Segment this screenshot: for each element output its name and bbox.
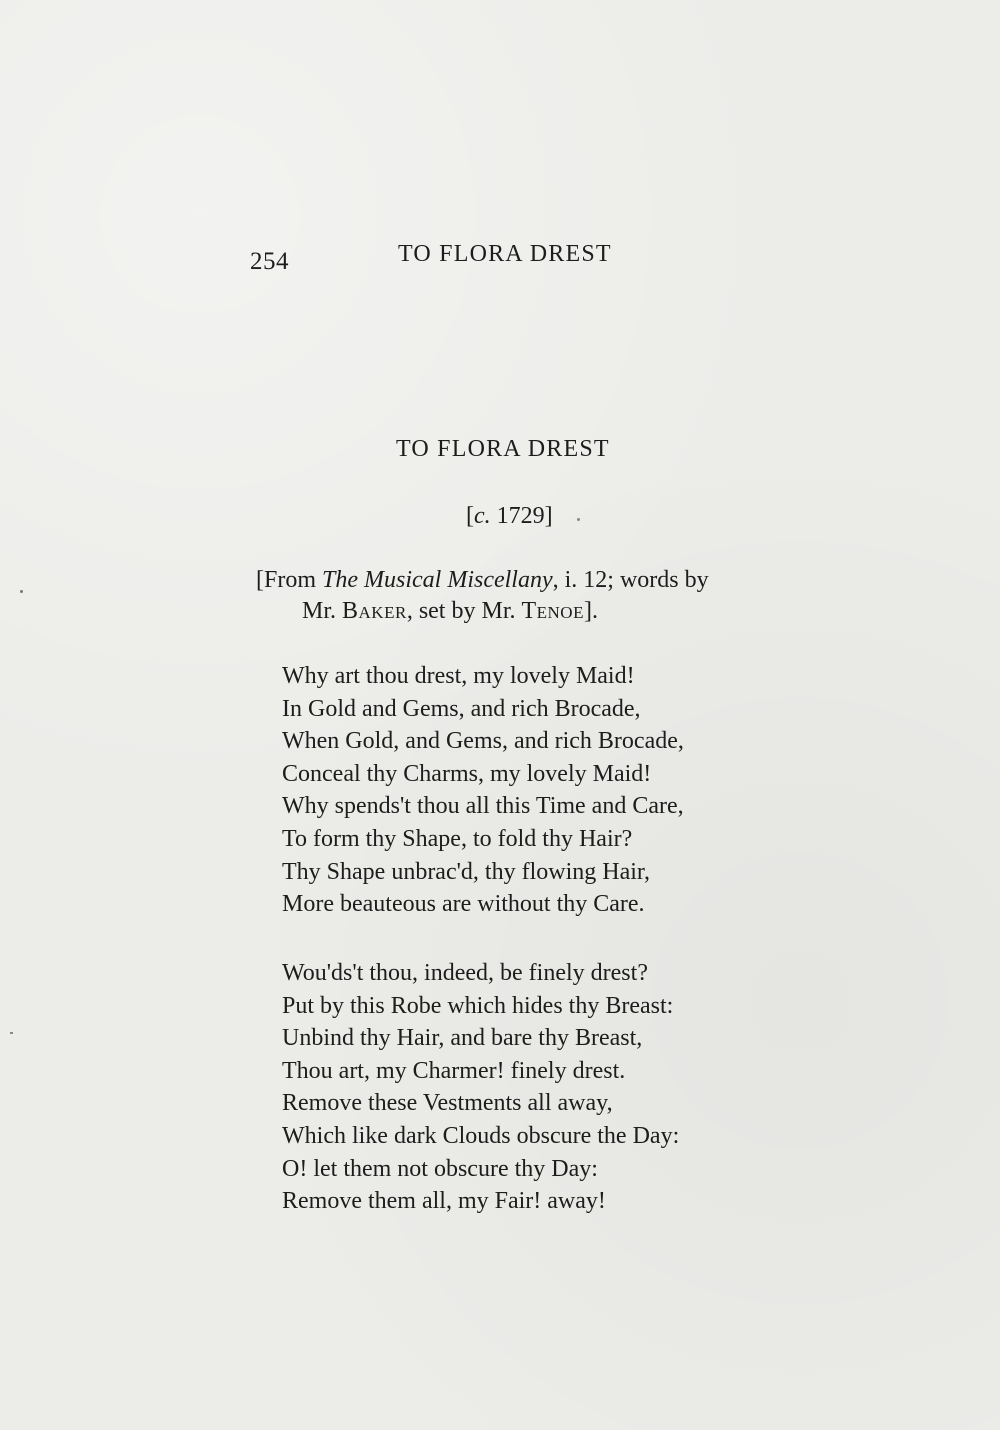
poem-date [466, 503, 553, 530]
source-work-title: The Musical Miscellany [322, 567, 553, 593]
verse-line: Remove them all, my Fair! away! [282, 1188, 606, 1215]
margin-speck [20, 590, 23, 593]
date-circa: c. [474, 503, 491, 529]
stanza-1 [282, 660, 782, 921]
source-mid: , set by Mr. [406, 598, 522, 624]
poem-title: TO FLORA DREST [396, 436, 610, 462]
date-close-bracket: ] [544, 503, 553, 529]
source-suffix: ]. [583, 598, 598, 624]
verse-line: When Gold, and Gems, and rich Brocade, [282, 728, 684, 755]
running-title: TO FLORA DREST [398, 241, 612, 267]
date-speck [577, 518, 580, 521]
source-note [256, 565, 796, 627]
running-header [250, 238, 670, 278]
date-year: 1729 [496, 503, 545, 529]
source-line2-prefix: Mr. [302, 598, 343, 624]
verse-line: More beauteous are without thy Care. [282, 891, 645, 918]
stanza-2 [282, 957, 782, 1218]
verse-line: O! let them not obscure thy Day: [282, 1155, 598, 1182]
date-open-bracket: [ [466, 503, 474, 529]
verse-line: Why spends't thou all this Time and Care, [282, 793, 684, 820]
verse-line: To form thy Shape, to fold thy Hair? [282, 825, 633, 852]
verse-line: Thou art, my Charmer! finely drest. [282, 1057, 626, 1084]
verse-line: Unbind thy Hair, and bare thy Breast, [282, 1025, 643, 1052]
verse-line: Put by this Robe which hides thy Breast: [282, 992, 674, 1019]
verse-line: Conceal thy Charms, my lovely Maid! [282, 760, 652, 787]
source-author: Baker [342, 598, 407, 624]
verse-line: Thy Shape unbrac'd, thy flowing Hair, [282, 858, 650, 885]
source-prefix: [From [256, 567, 322, 593]
verse-line: Which like dark Clouds obscure the Day: [282, 1122, 680, 1149]
verse-line: Why art thou drest, my lovely Maid! [282, 663, 635, 689]
verse-line: Wou'ds't thou, indeed, be finely drest? [282, 960, 648, 986]
verse-line: Remove these Vestments all away, [282, 1090, 613, 1117]
margin-speck [10, 1032, 13, 1034]
verse-line: In Gold and Gems, and rich Brocade, [282, 695, 641, 722]
source-composer: Tenoe [521, 598, 584, 624]
source-note-line-2 [302, 596, 796, 627]
source-after-title: , i. 12; words by [552, 567, 709, 593]
page-number: 254 [250, 248, 289, 275]
